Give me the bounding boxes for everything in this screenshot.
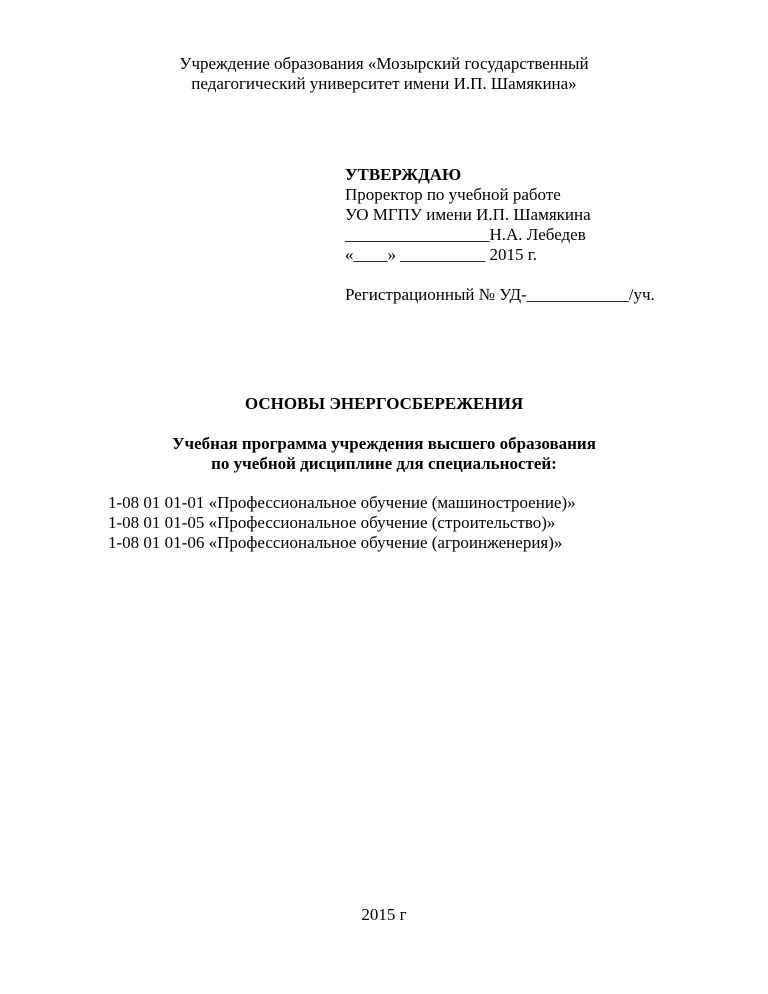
specialty-item: 1-08 01 01-06 «Профессиональное обучение (агроинженерия)»	[108, 533, 563, 552]
institution-line-2: педагогический университет имени И.П. Шамякина»	[191, 74, 577, 93]
approval-position: Проректор по учебной работе	[345, 185, 561, 204]
approval-signature-line: _________________Н.А. Лебедев	[345, 225, 586, 244]
discipline-title: ОСНОВЫ ЭНЕРГОСБЕРЕЖЕНИЯ	[244, 394, 524, 413]
institution-header	[0, 54, 768, 94]
program-description	[0, 434, 768, 474]
footer-year: 2015 г	[361, 905, 407, 924]
specialty-item: 1-08 01 01-05 «Профессиональное обучение (строительство)»	[108, 513, 556, 532]
specialties-list	[108, 493, 748, 553]
approval-organization: УО МГПУ имени И.П. Шамякина	[345, 205, 591, 224]
program-line-2: по учебной дисциплине для специальностей:	[211, 454, 557, 473]
institution-line-1: Учреждение образования «Мозырский государственный	[179, 54, 589, 73]
approval-date-line: «____» __________ 2015 г.	[345, 245, 538, 264]
specialty-item: 1-08 01 01-01 «Профессиональное обучение (машиностроение)»	[108, 493, 576, 512]
registration-number: Регистрационный № УД-____________/уч.	[345, 285, 655, 304]
approval-block	[345, 165, 745, 305]
program-line-1: Учебная программа учреждения высшего образования	[172, 434, 596, 453]
approval-title: УТВЕРЖДАЮ	[345, 165, 462, 184]
